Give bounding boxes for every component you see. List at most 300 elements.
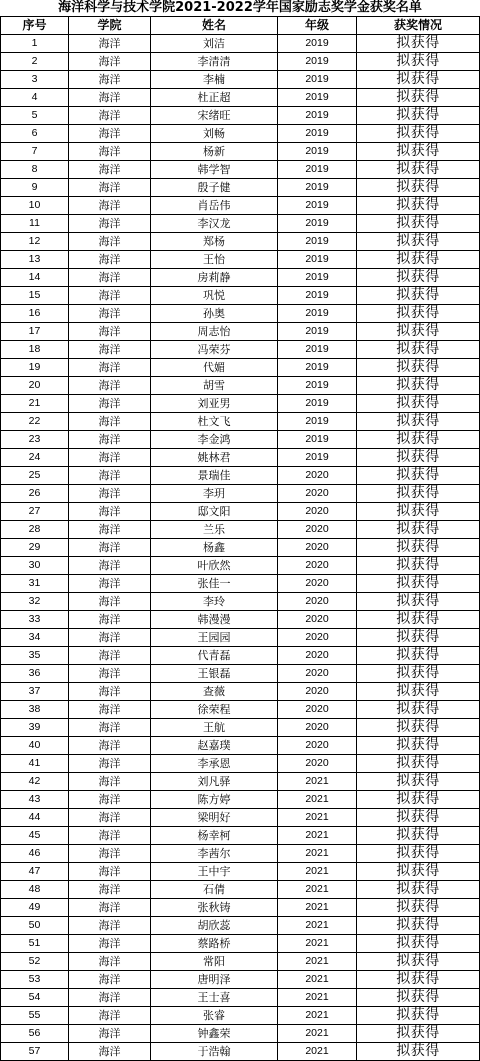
cell-seq: 33 [1, 611, 69, 629]
cell-status: 拟获得 [357, 629, 480, 647]
cell-name: 宋绪旺 [151, 107, 278, 125]
cell-college: 海洋 [69, 737, 151, 755]
table-row [1, 683, 480, 701]
cell-status: 拟获得 [357, 503, 480, 521]
cell-seq: 45 [1, 827, 69, 845]
table-row [1, 593, 480, 611]
cell-name: 李清清 [151, 53, 278, 71]
cell-name: 兰乐 [151, 521, 278, 539]
cell-name: 肖岳伟 [151, 197, 278, 215]
cell-name: 李茜尔 [151, 845, 278, 863]
cell-year: 2019 [278, 125, 357, 143]
cell-college: 海洋 [69, 467, 151, 485]
cell-college: 海洋 [69, 755, 151, 773]
cell-college: 海洋 [69, 71, 151, 89]
table-row [1, 935, 480, 953]
cell-name: 刘亚男 [151, 395, 278, 413]
cell-status: 拟获得 [357, 539, 480, 557]
cell-college: 海洋 [69, 611, 151, 629]
cell-seq: 22 [1, 413, 69, 431]
cell-status: 拟获得 [357, 737, 480, 755]
cell-status: 拟获得 [357, 971, 480, 989]
cell-year: 2019 [278, 179, 357, 197]
cell-name: 张睿 [151, 1007, 278, 1025]
cell-college: 海洋 [69, 431, 151, 449]
cell-status: 拟获得 [357, 161, 480, 179]
cell-name: 孙奥 [151, 305, 278, 323]
cell-college: 海洋 [69, 989, 151, 1007]
header-year: 年级 [278, 17, 357, 35]
cell-status: 拟获得 [357, 197, 480, 215]
cell-status: 拟获得 [357, 305, 480, 323]
cell-college: 海洋 [69, 647, 151, 665]
cell-name: 查薇 [151, 683, 278, 701]
cell-seq: 26 [1, 485, 69, 503]
table-row [1, 863, 480, 881]
cell-status: 拟获得 [357, 395, 480, 413]
cell-year: 2020 [278, 647, 357, 665]
table-row [1, 647, 480, 665]
cell-seq: 3 [1, 71, 69, 89]
cell-seq: 9 [1, 179, 69, 197]
cell-status: 拟获得 [357, 521, 480, 539]
table-row [1, 755, 480, 773]
cell-name: 李楠 [151, 71, 278, 89]
cell-name: 蔡路桥 [151, 935, 278, 953]
table-row [1, 1007, 480, 1025]
cell-seq: 53 [1, 971, 69, 989]
cell-college: 海洋 [69, 503, 151, 521]
cell-college: 海洋 [69, 89, 151, 107]
cell-name: 钟鑫荣 [151, 1025, 278, 1043]
cell-year: 2019 [278, 161, 357, 179]
cell-status: 拟获得 [357, 89, 480, 107]
cell-seq: 35 [1, 647, 69, 665]
cell-year: 2021 [278, 827, 357, 845]
cell-seq: 32 [1, 593, 69, 611]
cell-college: 海洋 [69, 359, 151, 377]
cell-year: 2019 [278, 341, 357, 359]
cell-name: 于浩翰 [151, 1043, 278, 1061]
cell-status: 拟获得 [357, 1007, 480, 1025]
cell-year: 2019 [278, 233, 357, 251]
cell-status: 拟获得 [357, 917, 480, 935]
table-row [1, 71, 480, 89]
cell-college: 海洋 [69, 377, 151, 395]
cell-seq: 17 [1, 323, 69, 341]
cell-seq: 30 [1, 557, 69, 575]
cell-status: 拟获得 [357, 611, 480, 629]
cell-name: 姚林君 [151, 449, 278, 467]
cell-status: 拟获得 [357, 719, 480, 737]
cell-college: 海洋 [69, 971, 151, 989]
cell-college: 海洋 [69, 719, 151, 737]
cell-college: 海洋 [69, 125, 151, 143]
cell-status: 拟获得 [357, 593, 480, 611]
cell-college: 海洋 [69, 269, 151, 287]
cell-college: 海洋 [69, 251, 151, 269]
cell-college: 海洋 [69, 521, 151, 539]
cell-name: 王银磊 [151, 665, 278, 683]
cell-seq: 16 [1, 305, 69, 323]
table-row [1, 737, 480, 755]
cell-name: 李汉龙 [151, 215, 278, 233]
table-header-row [1, 17, 480, 35]
cell-college: 海洋 [69, 845, 151, 863]
cell-seq: 8 [1, 161, 69, 179]
cell-status: 拟获得 [357, 485, 480, 503]
table-row [1, 305, 480, 323]
cell-seq: 11 [1, 215, 69, 233]
cell-year: 2020 [278, 611, 357, 629]
table-row [1, 395, 480, 413]
table-row [1, 269, 480, 287]
table-row [1, 107, 480, 125]
cell-seq: 14 [1, 269, 69, 287]
cell-name: 殷子健 [151, 179, 278, 197]
cell-year: 2020 [278, 755, 357, 773]
cell-year: 2019 [278, 71, 357, 89]
cell-seq: 34 [1, 629, 69, 647]
cell-status: 拟获得 [357, 881, 480, 899]
table-row [1, 1043, 480, 1061]
cell-year: 2021 [278, 773, 357, 791]
cell-name: 王士喜 [151, 989, 278, 1007]
table-row [1, 917, 480, 935]
cell-status: 拟获得 [357, 575, 480, 593]
cell-year: 2019 [278, 215, 357, 233]
cell-seq: 27 [1, 503, 69, 521]
cell-status: 拟获得 [357, 701, 480, 719]
cell-college: 海洋 [69, 143, 151, 161]
cell-name: 张秋铸 [151, 899, 278, 917]
cell-seq: 37 [1, 683, 69, 701]
cell-name: 李承恩 [151, 755, 278, 773]
table-row [1, 143, 480, 161]
cell-year: 2019 [278, 35, 357, 53]
cell-seq: 50 [1, 917, 69, 935]
cell-name: 王中宇 [151, 863, 278, 881]
cell-seq: 54 [1, 989, 69, 1007]
cell-college: 海洋 [69, 413, 151, 431]
cell-college: 海洋 [69, 809, 151, 827]
cell-status: 拟获得 [357, 359, 480, 377]
cell-status: 拟获得 [357, 107, 480, 125]
cell-name: 张佳一 [151, 575, 278, 593]
cell-year: 2020 [278, 521, 357, 539]
table-row [1, 611, 480, 629]
table-row [1, 197, 480, 215]
cell-college: 海洋 [69, 1025, 151, 1043]
cell-seq: 44 [1, 809, 69, 827]
header-name: 姓名 [151, 17, 278, 35]
cell-year: 2021 [278, 1025, 357, 1043]
cell-college: 海洋 [69, 395, 151, 413]
cell-seq: 39 [1, 719, 69, 737]
cell-college: 海洋 [69, 881, 151, 899]
cell-college: 海洋 [69, 449, 151, 467]
cell-seq: 10 [1, 197, 69, 215]
cell-year: 2019 [278, 413, 357, 431]
cell-college: 海洋 [69, 287, 151, 305]
cell-year: 2021 [278, 935, 357, 953]
cell-year: 2020 [278, 575, 357, 593]
cell-seq: 40 [1, 737, 69, 755]
table-row [1, 467, 480, 485]
cell-year: 2020 [278, 665, 357, 683]
table-row [1, 35, 480, 53]
cell-seq: 41 [1, 755, 69, 773]
cell-status: 拟获得 [357, 35, 480, 53]
cell-name: 陈方婷 [151, 791, 278, 809]
cell-name: 代青磊 [151, 647, 278, 665]
cell-status: 拟获得 [357, 773, 480, 791]
cell-status: 拟获得 [357, 953, 480, 971]
award-table-body [1, 17, 480, 1061]
cell-name: 刘凡驿 [151, 773, 278, 791]
cell-college: 海洋 [69, 539, 151, 557]
cell-name: 杨新 [151, 143, 278, 161]
cell-year: 2019 [278, 377, 357, 395]
cell-seq: 6 [1, 125, 69, 143]
cell-college: 海洋 [69, 575, 151, 593]
cell-college: 海洋 [69, 215, 151, 233]
cell-seq: 48 [1, 881, 69, 899]
cell-year: 2021 [278, 971, 357, 989]
cell-college: 海洋 [69, 701, 151, 719]
cell-seq: 7 [1, 143, 69, 161]
cell-name: 周志怡 [151, 323, 278, 341]
cell-status: 拟获得 [357, 251, 480, 269]
cell-college: 海洋 [69, 341, 151, 359]
cell-name: 刘畅 [151, 125, 278, 143]
cell-year: 2020 [278, 503, 357, 521]
cell-year: 2020 [278, 539, 357, 557]
cell-status: 拟获得 [357, 323, 480, 341]
cell-seq: 1 [1, 35, 69, 53]
cell-seq: 21 [1, 395, 69, 413]
table-row [1, 161, 480, 179]
cell-year: 2019 [278, 287, 357, 305]
cell-name: 梁明好 [151, 809, 278, 827]
cell-seq: 19 [1, 359, 69, 377]
table-row [1, 53, 480, 71]
cell-college: 海洋 [69, 197, 151, 215]
cell-year: 2021 [278, 1043, 357, 1061]
cell-year: 2021 [278, 989, 357, 1007]
cell-name: 杨鑫 [151, 539, 278, 557]
cell-year: 2021 [278, 809, 357, 827]
cell-seq: 28 [1, 521, 69, 539]
cell-status: 拟获得 [357, 413, 480, 431]
table-row [1, 449, 480, 467]
table-row [1, 953, 480, 971]
cell-status: 拟获得 [357, 71, 480, 89]
cell-seq: 25 [1, 467, 69, 485]
cell-seq: 23 [1, 431, 69, 449]
cell-year: 2020 [278, 467, 357, 485]
cell-seq: 42 [1, 773, 69, 791]
cell-name: 房莉静 [151, 269, 278, 287]
table-row [1, 485, 480, 503]
table-row [1, 341, 480, 359]
cell-seq: 18 [1, 341, 69, 359]
cell-name: 郑杨 [151, 233, 278, 251]
table-row [1, 125, 480, 143]
cell-status: 拟获得 [357, 791, 480, 809]
cell-status: 拟获得 [357, 287, 480, 305]
cell-name: 邸文阳 [151, 503, 278, 521]
cell-year: 2021 [278, 917, 357, 935]
cell-college: 海洋 [69, 485, 151, 503]
table-row [1, 719, 480, 737]
cell-seq: 38 [1, 701, 69, 719]
cell-name: 赵嘉璞 [151, 737, 278, 755]
cell-seq: 47 [1, 863, 69, 881]
cell-seq: 49 [1, 899, 69, 917]
cell-college: 海洋 [69, 179, 151, 197]
cell-year: 2021 [278, 899, 357, 917]
cell-status: 拟获得 [357, 683, 480, 701]
cell-seq: 20 [1, 377, 69, 395]
table-row [1, 539, 480, 557]
cell-college: 海洋 [69, 53, 151, 71]
cell-college: 海洋 [69, 305, 151, 323]
cell-status: 拟获得 [357, 467, 480, 485]
cell-year: 2020 [278, 629, 357, 647]
cell-year: 2020 [278, 737, 357, 755]
cell-year: 2021 [278, 863, 357, 881]
cell-year: 2019 [278, 107, 357, 125]
cell-status: 拟获得 [357, 215, 480, 233]
cell-name: 景瑞佳 [151, 467, 278, 485]
cell-seq: 51 [1, 935, 69, 953]
cell-name: 王园园 [151, 629, 278, 647]
cell-name: 徐荣程 [151, 701, 278, 719]
cell-name: 冯荣芬 [151, 341, 278, 359]
cell-status: 拟获得 [357, 431, 480, 449]
table-row [1, 233, 480, 251]
cell-seq: 55 [1, 1007, 69, 1025]
cell-year: 2019 [278, 359, 357, 377]
cell-name: 石倩 [151, 881, 278, 899]
cell-status: 拟获得 [357, 1025, 480, 1043]
cell-college: 海洋 [69, 683, 151, 701]
cell-seq: 4 [1, 89, 69, 107]
cell-college: 海洋 [69, 629, 151, 647]
cell-seq: 15 [1, 287, 69, 305]
cell-status: 拟获得 [357, 341, 480, 359]
cell-college: 海洋 [69, 665, 151, 683]
table-row [1, 989, 480, 1007]
cell-college: 海洋 [69, 773, 151, 791]
cell-seq: 46 [1, 845, 69, 863]
cell-college: 海洋 [69, 791, 151, 809]
cell-college: 海洋 [69, 323, 151, 341]
cell-status: 拟获得 [357, 557, 480, 575]
cell-status: 拟获得 [357, 377, 480, 395]
cell-status: 拟获得 [357, 449, 480, 467]
table-row [1, 89, 480, 107]
cell-name: 胡欣蕊 [151, 917, 278, 935]
cell-college: 海洋 [69, 863, 151, 881]
table-row [1, 773, 480, 791]
cell-year: 2019 [278, 269, 357, 287]
cell-year: 2019 [278, 197, 357, 215]
table-row [1, 791, 480, 809]
cell-year: 2021 [278, 1007, 357, 1025]
cell-name: 巩悦 [151, 287, 278, 305]
table-row [1, 431, 480, 449]
cell-year: 2020 [278, 719, 357, 737]
cell-year: 2019 [278, 89, 357, 107]
cell-status: 拟获得 [357, 269, 480, 287]
cell-status: 拟获得 [357, 179, 480, 197]
table-row [1, 521, 480, 539]
cell-seq: 57 [1, 1043, 69, 1061]
cell-seq: 52 [1, 953, 69, 971]
cell-college: 海洋 [69, 953, 151, 971]
cell-year: 2020 [278, 593, 357, 611]
table-row [1, 251, 480, 269]
table-row [1, 899, 480, 917]
cell-year: 2020 [278, 557, 357, 575]
cell-status: 拟获得 [357, 755, 480, 773]
cell-name: 李玲 [151, 593, 278, 611]
cell-college: 海洋 [69, 107, 151, 125]
cell-college: 海洋 [69, 827, 151, 845]
cell-name: 王航 [151, 719, 278, 737]
cell-year: 2021 [278, 953, 357, 971]
cell-college: 海洋 [69, 917, 151, 935]
cell-year: 2019 [278, 395, 357, 413]
cell-year: 2020 [278, 485, 357, 503]
table-row [1, 827, 480, 845]
table-row [1, 413, 480, 431]
table-row [1, 629, 480, 647]
cell-year: 2020 [278, 701, 357, 719]
table-row [1, 809, 480, 827]
cell-status: 拟获得 [357, 665, 480, 683]
table-row [1, 503, 480, 521]
cell-status: 拟获得 [357, 827, 480, 845]
cell-status: 拟获得 [357, 899, 480, 917]
table-row [1, 359, 480, 377]
cell-year: 2019 [278, 143, 357, 161]
cell-name: 刘洁 [151, 35, 278, 53]
cell-name: 唐明泽 [151, 971, 278, 989]
cell-status: 拟获得 [357, 935, 480, 953]
cell-seq: 43 [1, 791, 69, 809]
table-row [1, 179, 480, 197]
cell-seq: 24 [1, 449, 69, 467]
cell-year: 2019 [278, 53, 357, 71]
cell-name: 王怡 [151, 251, 278, 269]
table-row [1, 323, 480, 341]
table-row [1, 881, 480, 899]
cell-status: 拟获得 [357, 53, 480, 71]
cell-seq: 2 [1, 53, 69, 71]
cell-status: 拟获得 [357, 863, 480, 881]
table-row [1, 557, 480, 575]
cell-year: 2020 [278, 683, 357, 701]
cell-name: 胡雪 [151, 377, 278, 395]
cell-name: 代媚 [151, 359, 278, 377]
cell-status: 拟获得 [357, 143, 480, 161]
cell-college: 海洋 [69, 161, 151, 179]
table-row [1, 971, 480, 989]
cell-college: 海洋 [69, 1043, 151, 1061]
